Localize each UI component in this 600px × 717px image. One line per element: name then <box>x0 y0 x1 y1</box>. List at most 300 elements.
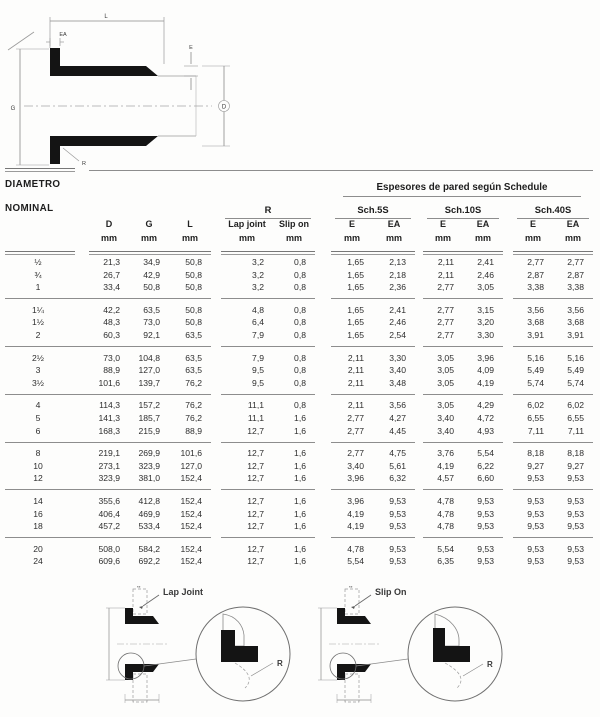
table-cell: 114,3 <box>99 400 120 411</box>
table-cell: 3,40 <box>437 425 454 436</box>
table-body <box>5 256 597 568</box>
table-cell: 1,6 <box>294 425 306 436</box>
section-top-wall <box>50 48 158 76</box>
table-cell: 2,77 <box>567 257 584 267</box>
table-row <box>5 304 597 317</box>
table-cell: 9,53 <box>477 543 494 554</box>
table-row <box>5 352 597 365</box>
table-cell: 3,30 <box>477 329 494 340</box>
table-cell: 3,2 <box>252 282 264 293</box>
table-cell: 6,32 <box>389 473 406 484</box>
table-cell: 4,19 <box>477 377 494 388</box>
group-separator <box>5 533 597 543</box>
section-bottom-wall <box>50 136 158 164</box>
table-cell: 50,8 <box>185 269 202 280</box>
table-cell: 101,6 <box>180 448 202 459</box>
table-row <box>5 316 597 329</box>
table-cell: 2,77 <box>347 412 364 423</box>
table-cell: 152,4 <box>180 543 202 554</box>
table-cell: 6,55 <box>567 412 584 423</box>
table-cell: 63,5 <box>185 365 202 376</box>
table-cell: 9,53 <box>389 495 406 506</box>
table-row <box>5 399 597 412</box>
table-cell: 2,11 <box>437 257 454 267</box>
table-cell: 381,0 <box>138 473 160 484</box>
nominal-diameter-cell: 14 <box>33 495 43 506</box>
col-header-slip-on: Slip on <box>279 219 309 229</box>
table-cell: 6,02 <box>567 400 584 411</box>
nominal-diameter-cell: 1¼ <box>32 304 44 315</box>
table-cell: 3,05 <box>437 365 454 376</box>
table-cell: 50,8 <box>185 304 202 315</box>
table-cell: 76,2 <box>185 412 202 423</box>
table-cell: 9,27 <box>527 460 544 471</box>
table-cell: 9,53 <box>477 556 494 567</box>
table-cell: 4,45 <box>389 425 406 436</box>
nominal-diameter-cell: ½ <box>34 257 42 267</box>
nominal-diameter-cell: 20 <box>33 543 43 554</box>
table-row <box>5 256 597 269</box>
table-cell: 104,8 <box>138 352 160 363</box>
r-column-group-header: R <box>225 204 311 219</box>
table-cell: 5,54 <box>347 556 364 567</box>
col-header-lap-joint: Lap joint <box>228 219 266 229</box>
table-cell: 12,7 <box>247 543 264 554</box>
table-cell: 3,2 <box>252 269 264 280</box>
table-cell: 157,2 <box>138 400 160 411</box>
table-cell: 6,55 <box>527 412 544 423</box>
unit-mm: mm <box>474 233 491 243</box>
table-cell: 4,78 <box>437 508 454 519</box>
table-cell: 5,49 <box>527 365 544 376</box>
table-cell: 12,7 <box>247 508 264 519</box>
table-cell: 9,5 <box>252 365 264 376</box>
table-cell: 48,3 <box>103 317 120 328</box>
table-cell: 3,56 <box>567 304 584 315</box>
table-cell: 4,78 <box>347 543 364 554</box>
table-cell: 5,54 <box>477 448 494 459</box>
table-cell: 3,40 <box>437 412 454 423</box>
table-row <box>5 447 597 460</box>
nominal-diameter-cell: 10 <box>33 460 43 471</box>
group-separator <box>5 437 597 447</box>
nominal-diameter-cell: 1½ <box>32 317 44 328</box>
table-cell: 33,4 <box>103 282 120 293</box>
table-cell: 7,9 <box>252 329 264 340</box>
table-cell: 141,3 <box>98 412 120 423</box>
table-cell: 0,8 <box>294 317 306 328</box>
nominal-diameter-cell: ¾ <box>34 269 42 280</box>
table-cell: 1,65 <box>347 329 364 340</box>
table-cell: 469,9 <box>138 508 160 519</box>
table-cell: 1,65 <box>347 257 364 267</box>
col-header-ea: EA <box>387 219 401 229</box>
nominal-diameter-cell: 24 <box>33 556 43 567</box>
table-cell: 3,05 <box>437 377 454 388</box>
table-cell: 4,19 <box>437 460 454 471</box>
leader-line <box>8 32 34 50</box>
table-row <box>5 329 597 342</box>
table-cell: 0,8 <box>294 257 306 267</box>
table-cell: 6,02 <box>527 400 544 411</box>
section-bottom-wall <box>125 664 159 680</box>
table-cell: 8,18 <box>567 448 584 459</box>
slip-on-label: Slip On <box>375 587 407 597</box>
table-cell: 8,18 <box>527 448 544 459</box>
table-cell: 273,1 <box>98 460 120 471</box>
table-cell: 9,53 <box>567 508 584 519</box>
table-cell: 0,8 <box>294 365 306 376</box>
table-cell: 2,11 <box>347 377 364 388</box>
table-row <box>5 377 597 390</box>
table-cell: 9,5 <box>252 377 264 388</box>
table-cell: 9,53 <box>527 473 544 484</box>
table-row <box>5 472 597 485</box>
dim-label-EA: EA <box>59 32 67 38</box>
table-cell: 2,36 <box>389 282 406 293</box>
table-cell: 50,8 <box>185 282 202 293</box>
table-header-row-1 <box>5 172 597 197</box>
table-cell: 9,53 <box>527 495 544 506</box>
table-cell: 11,1 <box>247 412 264 423</box>
table-cell: 92,1 <box>143 329 160 340</box>
table-cell: 0,8 <box>294 377 306 388</box>
table-row <box>5 269 597 282</box>
sch5s-header: Sch.5S <box>335 204 411 219</box>
table-cell: 2,18 <box>389 269 406 280</box>
table-header-row-3 <box>5 219 597 233</box>
table-cell: 3,96 <box>347 495 364 506</box>
table-cell: 7,11 <box>567 425 584 436</box>
table-cell: 609,6 <box>98 556 120 567</box>
group-separator <box>5 342 597 352</box>
table-header-row-2 <box>5 197 597 219</box>
table-cell: 2,77 <box>347 448 364 459</box>
table-cell: 3,68 <box>567 317 584 328</box>
table-cell: 185,7 <box>138 412 160 423</box>
table-cell: 3,91 <box>527 329 544 340</box>
table-cell: 3,76 <box>437 448 454 459</box>
table-cell: 2,77 <box>347 425 364 436</box>
col-header-d: D <box>105 219 113 229</box>
table-cell: 6,22 <box>477 460 494 471</box>
table-cell: 101,6 <box>98 377 120 388</box>
table-cell: 2,46 <box>389 317 406 328</box>
table-cell: 5,61 <box>389 460 406 471</box>
dim-label-E: E <box>189 45 193 51</box>
table-header-units-row <box>5 233 597 246</box>
table-cell: 9,53 <box>567 521 584 532</box>
table-cell: 2,77 <box>437 304 454 315</box>
table-cell: 2,77 <box>437 282 454 293</box>
table-cell: 4,72 <box>477 412 494 423</box>
table-cell: 9,53 <box>567 556 584 567</box>
dim-label-G: G <box>10 106 16 112</box>
table-cell: 355,6 <box>98 495 120 506</box>
table-cell: 2,11 <box>437 269 454 280</box>
table-cell: 12,7 <box>247 473 264 484</box>
nominal-diameter-cell: 2½ <box>32 352 44 363</box>
table-cell: 2,11 <box>347 352 364 363</box>
table-row <box>5 520 597 533</box>
col-header-g: G <box>145 219 153 229</box>
table-cell: 168,3 <box>98 425 120 436</box>
table-row <box>5 555 597 568</box>
table-cell: 0,8 <box>294 269 306 280</box>
table-cell: 9,53 <box>527 556 544 567</box>
nominal-diameter-cell: 3 <box>35 365 41 376</box>
col-header-e: E <box>348 219 355 229</box>
table-cell: 5,16 <box>567 352 584 363</box>
table-cell: 4,27 <box>389 412 406 423</box>
nominal-diameter-cell: 6 <box>35 425 41 436</box>
nominal-diameter-title-line2: NOMINAL <box>5 202 54 214</box>
nominal-diameter-cell: 18 <box>33 521 43 532</box>
table-row <box>5 460 597 473</box>
schedule-group-title: Espesores de pared según Schedule <box>343 182 581 197</box>
table-row <box>5 364 597 377</box>
table-cell: 1,65 <box>347 317 364 328</box>
unit-mm: mm <box>140 233 157 243</box>
nominal-diameter-title-line1: DIAMETRO <box>5 179 61 190</box>
table-cell: 4,57 <box>437 473 454 484</box>
table-cell: 63,5 <box>143 304 160 315</box>
dim-label-L: L <box>104 14 108 20</box>
unit-mm: mm <box>181 233 198 243</box>
stub-end-section-drawing <box>6 2 246 170</box>
table-cell: 9,53 <box>389 521 406 532</box>
table-cell: 3,68 <box>527 317 544 328</box>
nominal-diameter-cell: 1 <box>35 282 41 293</box>
table-cell: 3,15 <box>477 304 494 315</box>
table-cell: 4,8 <box>252 304 264 315</box>
lap-joint-label: Lap Joint <box>163 587 203 597</box>
table-cell: 1,6 <box>294 448 306 459</box>
table-cell: 508,0 <box>98 543 120 554</box>
table-cell: 127,0 <box>138 365 160 376</box>
table-cell: 9,53 <box>389 508 406 519</box>
table-row <box>5 412 597 425</box>
table-row <box>5 508 597 521</box>
nominal-diameter-cell: 16 <box>33 508 43 519</box>
table-cell: 2,87 <box>527 269 544 280</box>
nominal-diameter-cell: 8 <box>35 448 41 459</box>
nominal-diameter-cell: 3½ <box>32 377 44 388</box>
table-cell: 5,74 <box>567 377 584 388</box>
table-cell: 88,9 <box>103 365 120 376</box>
unit-mm: mm <box>100 233 117 243</box>
table-cell: 1,6 <box>294 543 306 554</box>
table-cell: 3,48 <box>389 377 406 388</box>
section-top-wall <box>337 608 371 624</box>
table-cell: 457,2 <box>98 521 120 532</box>
group-separator <box>5 294 597 304</box>
table-cell: 406,4 <box>98 508 120 519</box>
nominal-diameter-cell: 4 <box>35 400 41 411</box>
table-cell: 12,7 <box>247 556 264 567</box>
table-cell: 219,1 <box>98 448 120 459</box>
col-header-e: E <box>439 219 446 229</box>
nominal-diameter-cell: 2 <box>35 329 41 340</box>
table-cell: 3,96 <box>347 473 364 484</box>
table-cell: 2,13 <box>389 257 406 267</box>
table-cell: 1,65 <box>347 269 364 280</box>
table-cell: 2,41 <box>389 304 406 315</box>
table-cell: 2,11 <box>347 365 364 376</box>
table-cell: 2,77 <box>527 257 544 267</box>
table-cell: 4,78 <box>437 495 454 506</box>
table-cell: 5,16 <box>527 352 544 363</box>
table-cell: 9,53 <box>389 556 406 567</box>
table-cell: 26,7 <box>103 269 120 280</box>
table-cell: 3,56 <box>527 304 544 315</box>
table-cell: 5,74 <box>527 377 544 388</box>
table-cell: 60,3 <box>103 329 120 340</box>
table-cell: 50,8 <box>185 257 202 267</box>
col-header-l: L <box>187 219 193 229</box>
table-cell: 0,8 <box>294 282 306 293</box>
table-cell: 3,05 <box>437 352 454 363</box>
table-cell: 2,77 <box>437 317 454 328</box>
table-cell: 1,65 <box>347 304 364 315</box>
slip-on-figure-content <box>318 585 502 703</box>
table-cell: 9,27 <box>567 460 584 471</box>
table-cell: 9,53 <box>527 521 544 532</box>
table-cell: 76,2 <box>185 400 202 411</box>
table-cell: 9,53 <box>567 495 584 506</box>
unit-mm: mm <box>385 233 402 243</box>
sch40s-header: Sch.40S <box>517 204 589 219</box>
section-bottom-wall <box>337 664 371 680</box>
table-cell: 9,53 <box>567 473 584 484</box>
detail-radius-label: R <box>277 659 283 668</box>
table-cell: 2,54 <box>389 329 406 340</box>
table-cell: 4,19 <box>347 508 364 519</box>
table-cell: 9,53 <box>527 543 544 554</box>
table-cell: 2,77 <box>437 329 454 340</box>
table-cell: 21,3 <box>103 257 120 267</box>
table-cell: 1,6 <box>294 460 306 471</box>
table-cell: 152,4 <box>180 495 202 506</box>
table-cell: 7,11 <box>527 425 544 436</box>
table-cell: 6,60 <box>477 473 494 484</box>
table-cell: 3,2 <box>252 257 264 267</box>
unit-mm: mm <box>564 233 581 243</box>
table-cell: 3,38 <box>567 282 584 293</box>
table-cell: 88,9 <box>185 425 202 436</box>
table-cell: 152,4 <box>180 473 202 484</box>
table-cell: 139,7 <box>138 377 160 388</box>
table-cell: 3,05 <box>477 282 494 293</box>
lap-joint-figure-content <box>106 585 290 703</box>
table-cell: 1,6 <box>294 508 306 519</box>
table-cell: 1,6 <box>294 495 306 506</box>
table-cell: 76,2 <box>185 377 202 388</box>
table-cell: 6,4 <box>252 317 264 328</box>
table-cell: 4,29 <box>477 400 494 411</box>
table-cell: 63,5 <box>185 329 202 340</box>
unit-mm: mm <box>285 233 302 243</box>
table-cell: 3,96 <box>477 352 494 363</box>
table-cell: 1,6 <box>294 412 306 423</box>
table-cell: 4,75 <box>389 448 406 459</box>
table-row <box>5 281 597 294</box>
table-cell: 34,9 <box>143 257 160 267</box>
table-cell: 692,2 <box>138 556 160 567</box>
table-cell: 4,19 <box>347 521 364 532</box>
table-cell: 73,0 <box>103 352 120 363</box>
table-cell: 50,8 <box>143 282 160 293</box>
unit-mm: mm <box>238 233 255 243</box>
group-separator <box>5 389 597 399</box>
table-cell: 5,54 <box>437 543 454 554</box>
table-cell: 12,7 <box>247 495 264 506</box>
table-cell: 42,9 <box>143 269 160 280</box>
table-cell: 73,0 <box>143 317 160 328</box>
table-cell: 2,87 <box>567 269 584 280</box>
table-cell: 12,7 <box>247 448 264 459</box>
table-cell: 9,53 <box>477 521 494 532</box>
table-cell: 215,9 <box>138 425 160 436</box>
table-cell: 63,5 <box>185 352 202 363</box>
table-cell: 3,20 <box>477 317 494 328</box>
table-cell: 4,93 <box>477 425 494 436</box>
table-cell: 3,40 <box>389 365 406 376</box>
table-cell: 2,46 <box>477 269 494 280</box>
table-cell: 323,9 <box>138 460 160 471</box>
slip-on-detail-figure <box>307 582 519 715</box>
table-cell: 584,2 <box>138 543 160 554</box>
table-row <box>5 495 597 508</box>
table-cell: 4,09 <box>477 365 494 376</box>
col-header-ea: EA <box>566 219 580 229</box>
table-cell: 127,0 <box>180 460 202 471</box>
dim-label-R: R <box>82 161 86 167</box>
table-cell: 9,53 <box>389 543 406 554</box>
table-cell: 7,9 <box>252 352 264 363</box>
section-top-wall <box>125 608 159 624</box>
table-cell: 533,4 <box>138 521 160 532</box>
table-cell: 323,9 <box>98 473 120 484</box>
table-cell: 5,49 <box>567 365 584 376</box>
table-cell: 0,8 <box>294 352 306 363</box>
unit-mm: mm <box>524 233 541 243</box>
table-cell: 0,8 <box>294 304 306 315</box>
table-cell: 2,41 <box>477 257 494 267</box>
table-cell: 1,65 <box>347 282 364 293</box>
lap-joint-detail-figure <box>95 582 307 715</box>
table-cell: 12,7 <box>247 460 264 471</box>
table-cell: 50,8 <box>185 317 202 328</box>
table-cell: 3,40 <box>347 460 364 471</box>
table-cell: 3,91 <box>567 329 584 340</box>
table-cell: 0,8 <box>294 400 306 411</box>
nominal-diameter-cell: 5 <box>35 412 41 423</box>
group-separator <box>5 485 597 495</box>
table-cell: 1,6 <box>294 556 306 567</box>
table-cell: 152,4 <box>180 556 202 567</box>
dimension-table <box>5 168 597 568</box>
table-cell: 11,1 <box>247 400 264 411</box>
table-cell: 9,53 <box>567 543 584 554</box>
table-cell: 412,8 <box>138 495 160 506</box>
table-cell: 9,53 <box>477 495 494 506</box>
svg-text:**: ** <box>137 585 141 590</box>
table-cell: 9,53 <box>527 508 544 519</box>
table-cell: 0,8 <box>294 329 306 340</box>
table-header-bottom-rule <box>5 246 597 256</box>
table-cell: 12,7 <box>247 425 264 436</box>
